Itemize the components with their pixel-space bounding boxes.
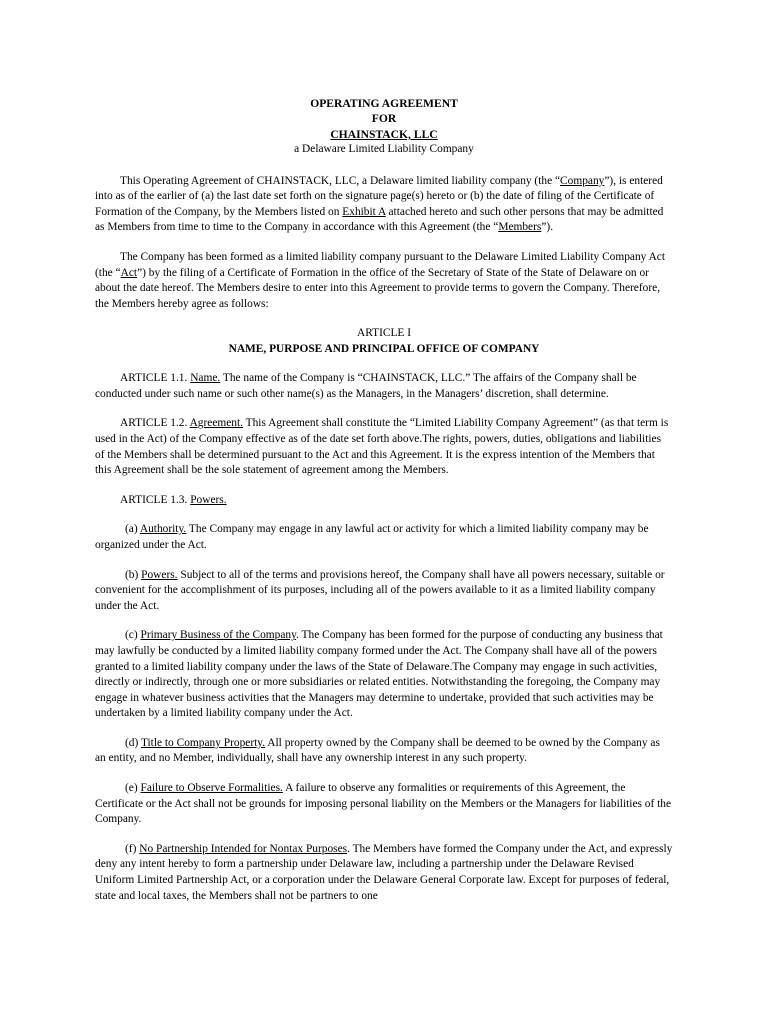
company-name-title: CHAINSTACK, LLC [330,127,438,141]
subsection-title-company-property: Title to Company Property. [140,736,266,749]
section-title-agreement: Agreement. [189,417,244,430]
subsection-title-no-partnership: No Partnership Intended for Nontax Purposes [139,842,348,855]
defined-term-members: Members [498,221,542,234]
section-1-1: ARTICLE 1.1. Name. The name of the Company is “CHAINSTACK, LLC.” The affairs of the Company shall be conducted under such name or such other name(s) as the Managers, in the Managers’ discretion, shall determine. [95,372,637,400]
section-title-name: Name. [190,372,221,385]
intro-paragraph-1: This Operating Agreement of CHAINSTACK, LLC, a Delaware limited liability company (the “Company”), is entered into as of the earlier of (a) the last date set forth on the signature page(s) hereto or (b) the date of filing of the Certificate of Formation of the Company, by the Members listed on Exhibit A attached hereto and such other persons that may be admitted as Members from time to time to the Company in accordance with this Agreement (the “Members”). [95,174,664,234]
title-line-3 [95,127,673,142]
document-body [95,96,673,904]
subsection-title-authority: Authority. [139,523,187,536]
intro-paragraph-2: The Company has been formed as a limited liability company pursuant to the Delaware Limited Liability Company Act (the “Act”) by the filing of a Certificate of Formation in the office of the Secretary of State of the State of Delaware on or about the date hereof. The Members desire to enter into this Agreement to provide terms to govern the Company. Therefore, the Members hereby agree as follows: [95,251,666,310]
defined-term-act: Act [120,266,138,279]
subsection-b: (b) Powers. Subject to all of the terms and provisions hereof, the Company shall have all powers necessary, suitable or convenient for the accomplishment of its purposes, including all of the powers available to it as a limited liability company under the Act. [95,568,665,612]
subsection-title-primary-business: Primary Business of the Company [140,629,297,642]
subsection-f: (f) No Partnership Intended for Nontax Purposes. The Members have formed the Company under the Act, and expressly deny any intent hereby to form a partnership under Delaware law, including a partnership under the Delaware Revised Uniform Limited Partnership Act, or a corporation under the Delaware General Corporate law. Except for purposes of federal, state and local taxes, the Members shall not be partners to one [95,842,673,902]
subsection-title-powers: Powers. [141,568,178,581]
article-subheading: NAME, PURPOSE AND PRINCIPAL OFFICE OF COMPANY [228,342,540,355]
title-line-2: FOR [371,112,397,126]
defined-term-company: Company [560,174,605,187]
subsection-title-formalities: Failure to Observe Formalities. [140,782,283,795]
subsection-e: (e) Failure to Observe Formalities. A failure to observe any formalities or requirements of this Agreement, the Certificate or the Act shall not be grounds for imposing personal liability on the Members or the Managers for liabilities of the Company. [95,782,672,826]
exhibit-a-reference: Exhibit A [342,205,386,218]
section-1-2: ARTICLE 1.2. Agreement. This Agreement shall constitute the “Limited Liability Company Agreement” (as that term is used in the Act) of the Company effective as of the date set forth above.The rights, powers, duties, obligations and liabilities of the Members shall be determined pursuant to the Act and this Agreement. It is the express intention of the Members that this Agreement shall be the sole statement of agreement among the Members. [95,417,669,477]
subsection-a: (a) Authority. The Company may engage in any lawful act or activity for which a limited liability company may be organized under the Act. [95,523,649,551]
title-line-4: a Delaware Limited Liability Company [294,143,474,156]
title-line-1: OPERATING AGREEMENT [310,97,458,110]
section-title-powers: Powers. [190,493,227,506]
subsection-c: (c) Primary Business of the Company. The Company has been formed for the purpose of conducting any business that may lawfully be conducted by a limited liability company formed under the Act. The Company shall have all of the powers granted to a limited liability company under the laws of the State of Delaware.The Company may engage in such activities, directly or indirectly, through one or more subsidiaries or related entities. Notwithstanding the foregoing, the Company may engage in whatever business activities that the Managers may determine to undertake, provided that such activities may be undertaken by a limited liability company under the Act. [95,629,663,720]
section-1-3: ARTICLE 1.3. Powers. [120,493,227,506]
article-heading: ARTICLE I [356,327,412,340]
subsection-d: (d) Title to Company Property. All property owned by the Company shall be deemed to be owned by the Company as an entity, and no Member, individually, shall have any ownership interest in any such property. [95,736,660,765]
